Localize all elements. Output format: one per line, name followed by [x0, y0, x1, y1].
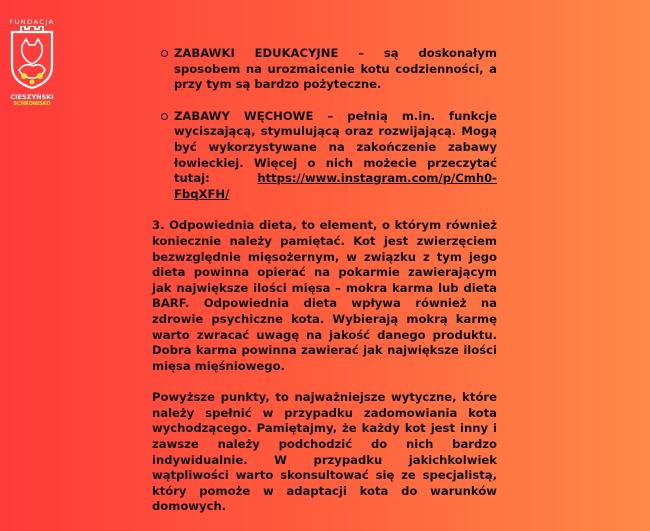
diet-paragraph: 3. Odpowiednia dieta, to element, o którym również koniecznie należy pamiętać. Kot jest zwierzęciem bezwzględnie mięsożernym, w związku z tym jego dieta powinna opierać na pokarmie zawierającym jak największe ilości mięsa – mokra karma lub dieta BARF. Odpowiednia dieta wpływa również na zdrowie psychiczne kota. Wybierają mokrą karmę warto zwracać uwagę na jakość danego produktu. Dobra karma powinna zawierać jak największe ilości mięsa mięśniowego. [152, 218, 497, 373]
toy-list [152, 46, 497, 202]
foundation-logo [3, 18, 61, 122]
list-item-text: ZABAWKI EDUKACYJNE – są doskonałym sposobem na urozmaicenie kotu codzienności, a przy tym są bardzo pożyteczne. [174, 46, 497, 92]
instagram-link[interactable]: https://www.instagram.com/p/Cmh0-FbqXFH/ [174, 171, 497, 201]
logo-name-text: CIESZYŃSKI [10, 93, 54, 101]
list-item-educational-toys [174, 46, 497, 93]
logo-subtitle-text: SCHRONISKO [13, 101, 51, 107]
logo-emblem-icon [7, 26, 57, 90]
logo-top-text: FUNDACJA [9, 18, 55, 26]
article-content [152, 46, 497, 531]
list-item-scent-games [174, 109, 497, 203]
list-item-text: ZABAWY WĘCHOWE – pełnią m.in. funkcje wyciszającą, stymulującą oraz rozwijającą. Mogą być wykorzystywane na zakończenie zabawy łowieckiej. Więcej o nich możecie przeczytać tutaj: [174, 108, 497, 186]
summary-paragraph: Powyższe punkty, to najważniejsze wytyczne, które należy spełnić w przypadku zadomowiania kota wychodzącego. Pamiętajmy, że każdy kot jest inny i zawsze należy podchodzić do nich bardzo indywidualnie. W przypadku jakichkolwiek wątpliwości warto skonsultować się ze specjalistą, który pomoże w adaptacji kota do warunków domowych. [152, 390, 497, 514]
